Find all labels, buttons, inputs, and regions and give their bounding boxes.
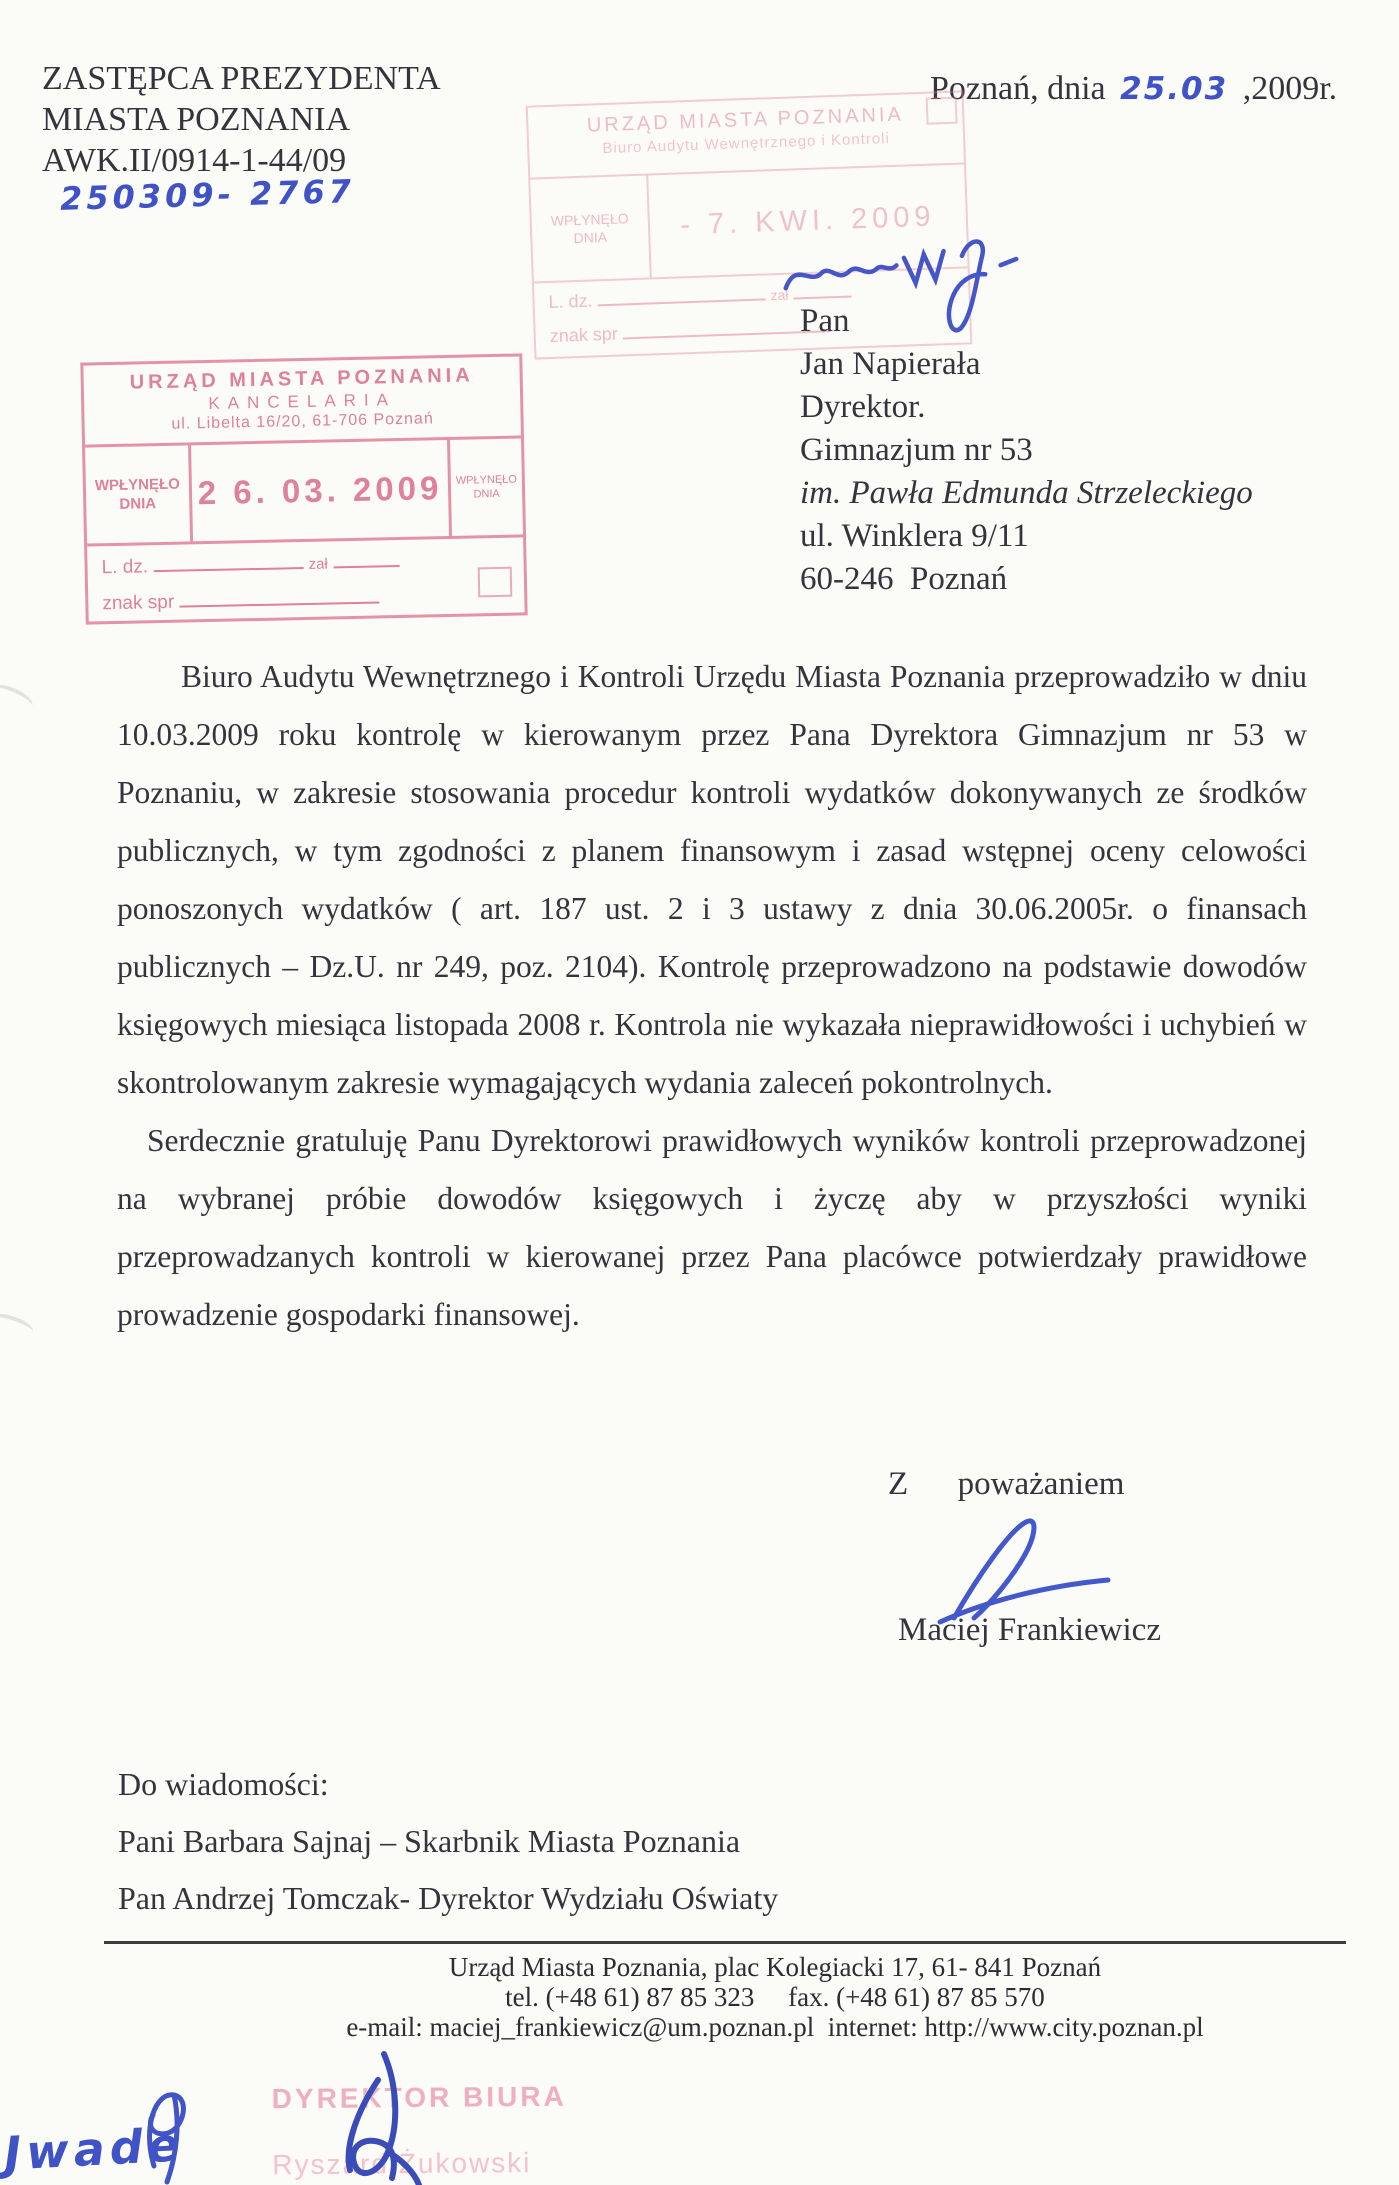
registry-stamp-zal-label: zał [308,555,328,573]
handwritten-reference-number: 250309- 2767 [59,172,356,218]
registry-stamp-mini-box [478,567,513,598]
audit-stamp-zal-label: zał [770,286,789,304]
registry-stamp-received-label-right: WPŁYNĘŁO DNIA [447,438,523,536]
dateline-year: ,2009r. [1242,70,1338,107]
signer-signature [922,1514,1117,1626]
registry-stamp-znak-line [179,586,379,607]
registry-stamp-date-row [85,438,523,546]
cc-recipient-2: Pan Andrzej Tomczak- Dyrektor Wydziału Oświaty [118,1880,779,1916]
footer-address: Urząd Miasta Poznania, plac Kolegiacki 17, 61- 841 Poznań [448,1952,1102,1982]
dateline-place: Poznań, dnia [930,70,1106,107]
registry-stamp-org: URZĄD MIASTA POZNANIA [129,364,474,394]
audit-stamp-org: URZĄD MIASTA POZNANIA [586,103,905,137]
audit-stamp-znak-label: znak spr [549,323,619,347]
registry-stamp-received-date: 2 6. 03. 2009 [197,469,443,512]
signer-name: Maciej Frankiewicz [898,1612,1161,1648]
handwritten-bottom-symbol-strokes [122,2082,208,2185]
audit-stamp-ldz-label: L. dz. [548,290,593,313]
audit-stamp-received-label: WPŁYNĘŁO DNIA [530,175,651,281]
registry-stamp-received-label: WPŁYNĘŁO DNIA [85,445,193,543]
sender-block [42,58,441,181]
director-stamp-title: DYREKTOR BIURA [271,2080,567,2115]
registry-stamp-znak-label: znak spr [102,591,175,615]
sender-office-line2: MIASTA POZNANIA [42,101,351,138]
director-signature [320,2050,440,2185]
cc-block [118,1756,778,1927]
recipient-institution-patron: im. Pawła Edmunda Strzeleckiego [800,475,1253,511]
valediction: Z poważaniem [888,1466,1125,1502]
cc-heading: Do wiadomości: [118,1766,329,1802]
registry-stamp-footer [87,537,524,615]
sender-office-line1: ZASTĘPCA PREZYDENTA [42,60,441,97]
registry-stamp-ldz-label: L. dz. [101,556,149,579]
recipient-postal-city: 60-246 Poznań [800,561,1008,597]
handwritten-bottom-symbol [122,2082,208,2185]
recipient-title: Dyrektor. [800,389,926,425]
scan-artifact [0,1309,36,1340]
signer-signature-strokes [922,1514,1117,1626]
footer-email-internet: e-mail: maciej_frankiewicz@um.poznan.pl internet: http://www.city.poznan.pl [346,2012,1204,2042]
registry-stamp-ldz-line [153,552,303,572]
sender-reference-number: AWK.II/0914-1-44/09 [42,142,347,179]
recipient-institution: Gimnazjum nr 53 [800,432,1033,468]
recipient-block [800,300,1253,601]
audit-stamp-received-date: - 7. KWI. 2009 [679,199,937,241]
registry-office-receipt-stamp [80,353,527,624]
footer-block [150,1952,1399,2042]
director-stamp-name: Ryszard Żukowski [272,2147,532,2181]
registry-stamp-zal-line [333,550,399,568]
handwritten-date: 25.03 [1120,71,1229,107]
handwritten-bottom-note: Jwade [2,2117,186,2181]
body-paragraph-2: Serdecznie gratuluję Panu Dyrektorowi prawidłowych wyników kontroli przeprowadzonej na wybranej próbie dowodów księgowych i życzę aby w przyszłości wyniki przeprowadzanych kontroli w kierowanej przez Pana placówce potwierdzały prawidłowe prowadzenie gospodarki finansowej. [117,1123,1307,1332]
body-paragraph-1: Biuro Audytu Wewnętrznego i Kontroli Urzędu Miasta Poznania przeprowadziło w dniu 10.03.2009 roku kontrolę w kierowanym przez Pana Dyrektora Gimnazjum nr 53 w Poznaniu, w zakresie stosowania procedur kontroli wydatków dokonywanych ze środków publicznych, w tym zgodności z planem finansowym i zasad wstępnej oceny celowości ponoszonych wydatków ( art. 187 ust. 2 i 3 ustawy z dnia 30.06.2005r. o finansach publicznych – Dz.U. nr 249, poz. 2104). Kontrolę przeprowadzono na podstawie dowodów księgowych miesiąca listopada 2008 r. Kontrola nie wykazała nieprawidłowości i uchybień w skontrolowanym zakresie wymagających wydania zaleceń pokontrolnych. [117,659,1307,1100]
audit-stamp-corner-box [926,97,958,125]
registry-stamp-address: ul. Libelta 16/20, 61-706 Poznań [171,410,434,433]
footer-phone-fax: tel. (+48 61) 87 85 323 fax. (+48 61) 87 85 570 [505,1982,1045,2012]
scan-artifact [0,680,36,714]
recipient-street: ul. Winklera 9/11 [800,518,1029,554]
director-signature-strokes [320,2050,440,2185]
recipient-salutation: Pan [800,303,850,339]
cc-recipient-1: Pani Barbara Sajnaj – Skarbnik Miasta Poznania [118,1823,741,1859]
dateline [930,70,1337,108]
registry-stamp-dept: KANCELARIA [208,390,397,413]
audit-stamp-dept: Biuro Audytu Wewnętrznego i Kontroli [602,130,891,158]
footer-divider [104,1941,1346,1944]
letter-body [117,648,1307,1344]
recipient-name: Jan Napierała [800,346,981,382]
audit-stamp-ldz-line [597,283,765,306]
registry-stamp-header [83,356,521,447]
